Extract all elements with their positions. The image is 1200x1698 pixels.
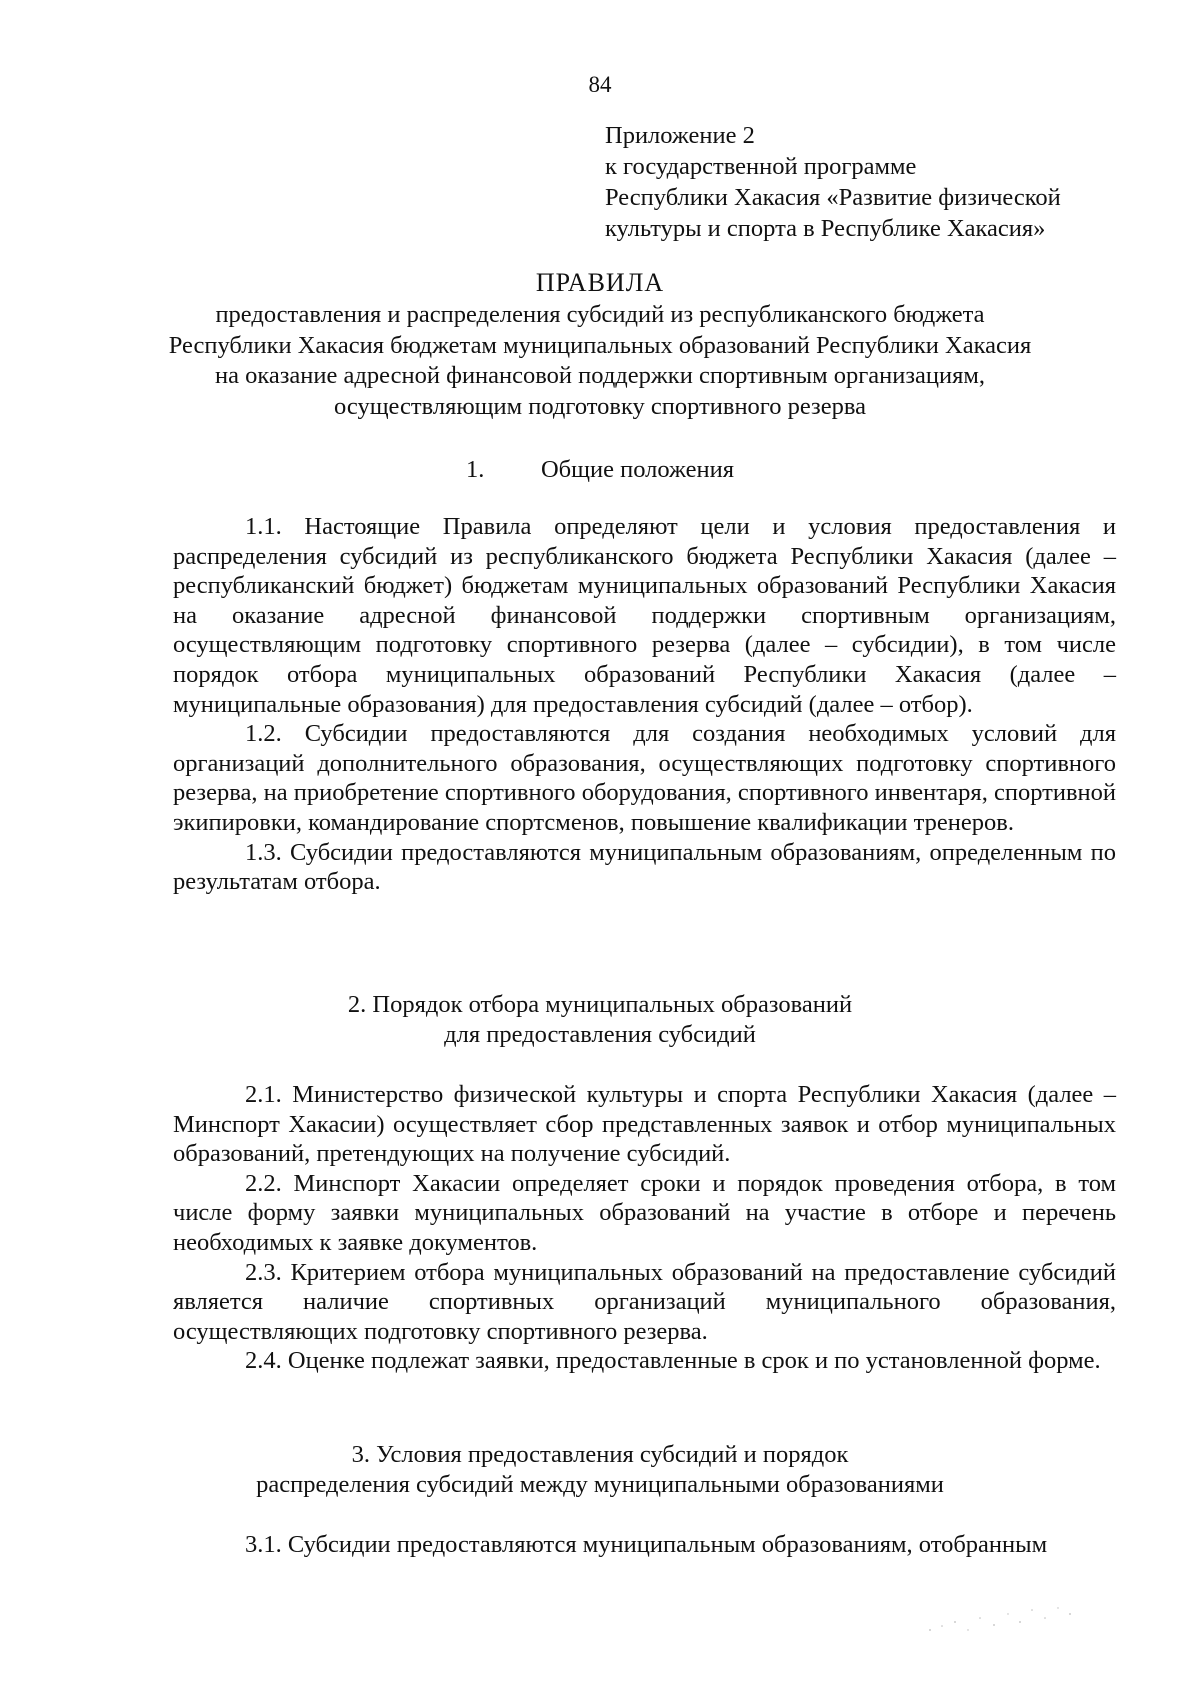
subtitle-line: предоставления и распределения субсидий из республиканского бюджета: [215, 301, 985, 328]
appendix-line: культуры и спорта в Республике Хакасия»: [605, 215, 1046, 242]
subtitle-line: Республики Хакасия бюджетам муниципальных образований Республики Хакасия: [168, 331, 1032, 359]
appendix-line: Приложение 2: [605, 122, 755, 149]
section-3-heading: [0, 1440, 1200, 1500]
section-2-heading: [0, 990, 1200, 1050]
scan-noise: [920, 1600, 1080, 1640]
section-1-body: [173, 512, 1116, 897]
paragraph-2-1: 2.1. Министерство физической культуры и спорта Республики Хакасия (далее – Минспорт Хакасии) осуществляет сбор представленных заявок и отбор муниципальных образований, претендующих на получение субсидий.: [173, 1081, 1116, 1168]
section-3-body: [173, 1530, 1116, 1560]
subtitle-line: на оказание адресной финансовой поддержки спортивным организациям,: [214, 362, 986, 389]
paragraph-1-3: 1.3. Субсидии предоставляются муниципальным образованиям, определенным по результатам отбора.: [173, 838, 1116, 896]
document-title: ПРАВИЛА: [535, 268, 665, 297]
section-2-title-line: для предоставления субсидий: [444, 1021, 756, 1048]
paragraph-2-4: 2.4. Оценке подлежат заявки, предоставленные в срок и по установленной форме.: [245, 1347, 1101, 1375]
section-1-heading: [0, 456, 1200, 484]
section-3-title-line: 3. Условия предоставления субсидий и порядок: [351, 1441, 849, 1468]
paragraph-1-2: 1.2. Субсидии предоставляются для создания необходимых условий для организаций дополнительного образования, осуществляющих подготовку спортивного резерва, на приобретение спортивного оборудования, спортивного инвентаря, спортивной экипировки, командирование спортсменов, повышение квалификации тренеров.: [173, 720, 1116, 836]
section-1-title: Общие положения: [540, 456, 734, 483]
subtitle-line: осуществляющим подготовку спортивного резерва: [334, 392, 866, 420]
paragraph-2-2: 2.2. Минспорт Хакасии определяет сроки и порядок проведения отбора, в том числе форму заявки муниципальных образований на участие в отборе и перечень необходимых к заявке документов.: [173, 1169, 1116, 1256]
section-2-title-line: 2. Порядок отбора муниципальных образований: [347, 991, 853, 1018]
document-subtitle: [0, 300, 1200, 422]
paragraph-2-3: 2.3. Критерием отбора муниципальных образований на предоставление субсидий является наличие спортивных организаций муниципального образования, осуществляющих подготовку спортивного резерва.: [173, 1258, 1116, 1345]
page-number: 84: [588, 72, 612, 97]
paragraph-1-1: 1.1. Настоящие Правила определяют цели и условия предоставления и распределения субсидий из республиканского бюджета Республики Хакасия (далее – республиканский бюджет) бюджетам муниципальных образований Республики Хакасия на оказание адресной финансовой поддержки спортивным организациям, осуществляющим подготовку спортивного резерва (далее – субсидии), в том числе порядок отбора муниципальных образований Республики Хакасия (далее – муниципальные образования) для предоставления субсидий (далее – отбор).: [173, 513, 1116, 718]
section-1-number: 1.: [465, 456, 485, 483]
appendix-line: Республики Хакасия «Развитие физической: [605, 184, 1061, 211]
section-2-body: [173, 1080, 1116, 1376]
appendix-note: [605, 120, 1061, 244]
paragraph-3-1: 3.1. Субсидии предоставляются муниципальным образованиям, отобранным: [245, 1531, 1048, 1558]
appendix-line: к государственной программе: [605, 153, 917, 180]
section-3-title-line: распределения субсидий между муниципальными образованиями: [256, 1471, 944, 1498]
